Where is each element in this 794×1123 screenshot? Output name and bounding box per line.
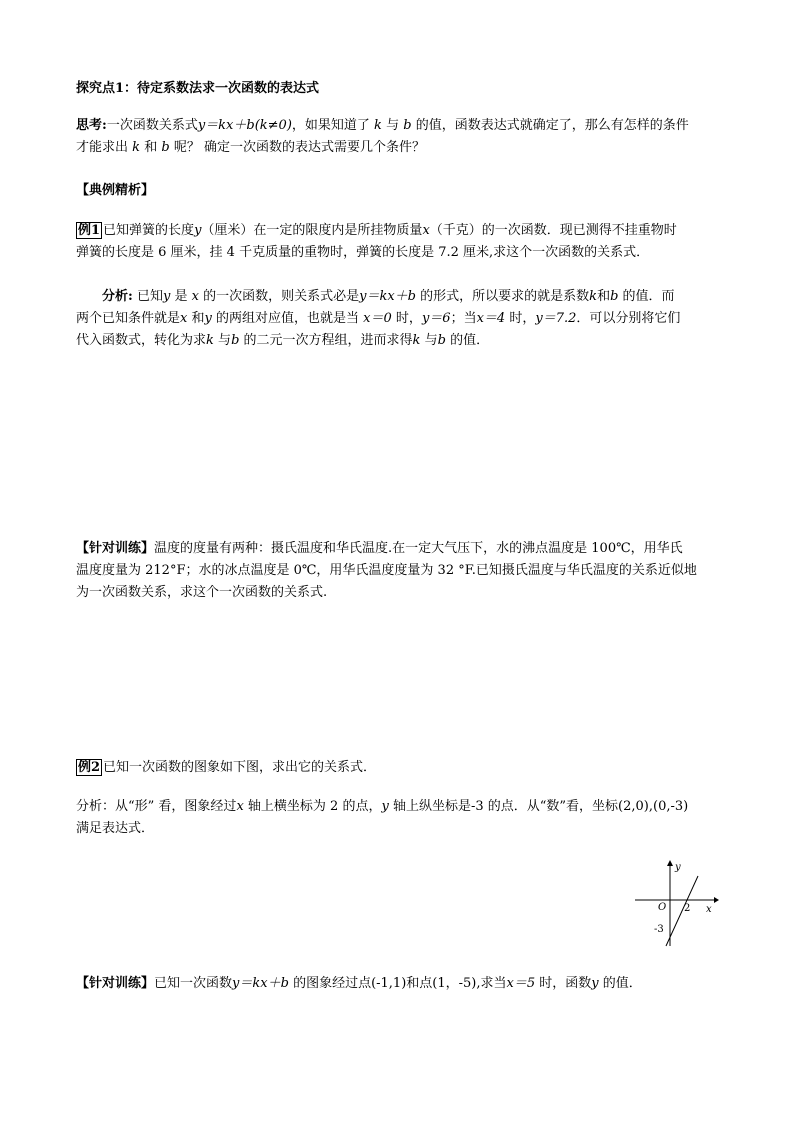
origin-label: O xyxy=(658,902,667,913)
var-x: x xyxy=(191,289,199,304)
analysis-label: 分析: xyxy=(102,289,133,304)
text: 的图象经过点(-1,1)和点(1，-5),求当 xyxy=(293,976,507,991)
text: ；当 xyxy=(450,311,477,326)
formula: y＝kx＋b(k≠0) xyxy=(197,118,292,133)
x-tick-label: 2 xyxy=(684,903,691,914)
var-k: k xyxy=(412,333,421,348)
text: 的值，函数表达式就确定了，那么有怎样的条件 xyxy=(415,118,689,133)
text: 时， xyxy=(509,311,536,326)
var-k: k xyxy=(374,118,382,133)
example2-tag: 例2 xyxy=(78,760,101,775)
text: 轴上纵坐标是-3 的点．从“数”看，坐标(2,0),(0,-3) xyxy=(392,799,689,814)
var-b: b xyxy=(403,118,412,133)
text: 时， xyxy=(395,311,422,326)
text: 和 xyxy=(191,311,205,326)
y-tick-label: -3 xyxy=(654,924,664,935)
value-y6: y＝6 xyxy=(421,311,451,326)
text: 时，函数 xyxy=(539,976,592,991)
value-x0: x＝0 xyxy=(363,311,392,326)
text: 的二元一次方程组，进而求得 xyxy=(243,333,413,348)
example2-analysis xyxy=(76,796,726,840)
text: 为一次函数关系，求这个一次函数的关系式. xyxy=(76,585,328,600)
training1 xyxy=(76,538,726,604)
think-paragraph xyxy=(76,115,726,159)
y-axis-label: y xyxy=(675,862,681,873)
text: 代入函数式，转化为求 xyxy=(76,333,207,348)
text: 温度度量为 212°F；水的冰点温度是 0℃，用华氏温度度量为 32 °F.已知摄氏温度与华氏温度的关系近似地 xyxy=(76,563,697,578)
var-b: b xyxy=(437,333,446,348)
training2 xyxy=(76,973,726,995)
text: ，如果知道了 xyxy=(291,118,370,133)
example-header: 【典例精析】 xyxy=(76,183,155,198)
section-title: 探究点1：待定系数法求一次函数的表达式 xyxy=(76,81,320,96)
text: 轴上横坐标为 2 的点， xyxy=(247,799,382,814)
text: 弹簧的长度是 6 厘米，挂 4 千克质量的重物时，弹簧的长度是 7.2 厘米,求这个一次函数的关系式． xyxy=(76,245,650,260)
value-x5: x＝5 xyxy=(506,976,536,991)
think-label: 思考: xyxy=(76,118,107,133)
text: 一次函数关系式 xyxy=(106,118,198,133)
example2-problem xyxy=(76,757,726,779)
text: 的两组对应值，也就是当 xyxy=(216,311,360,326)
text: 的值． xyxy=(602,976,642,991)
text: 的形式，所以要求的就是系数 xyxy=(420,289,590,304)
text: （千克）的一次函数．现已测得不挂重物时 xyxy=(429,223,677,238)
text: 和 xyxy=(597,289,611,304)
text: 是 xyxy=(174,289,188,304)
example1-analysis xyxy=(76,286,726,352)
function-graph xyxy=(630,858,720,948)
text: 分析：从“形” 看，图象经过 xyxy=(76,799,237,814)
text: 和 xyxy=(144,140,158,155)
var-x: x xyxy=(236,799,244,814)
text: 已知弹簧的长度 xyxy=(103,223,195,238)
text: （厘米）在一定的限度内是所挂物质量 xyxy=(201,223,423,238)
text: 已知一次函数 xyxy=(154,976,233,991)
var-y: y xyxy=(381,799,389,814)
formula: y＝kx＋b xyxy=(359,289,417,304)
text: 才能求出 xyxy=(76,140,129,155)
text: 温度的度量有两种：摄氏温度和华氏温度.在一定大气压下，水的沸点温度是 100℃，用华氏 xyxy=(154,541,683,556)
var-k: k xyxy=(132,140,141,155)
var-b: b xyxy=(161,140,170,155)
var-x: x xyxy=(180,311,188,326)
var-y: y xyxy=(194,223,202,238)
text: 已知 xyxy=(136,289,163,304)
text: 呢？ 确定一次函数的表达式需要几个条件？ xyxy=(173,140,425,155)
var-y: y xyxy=(204,311,212,326)
value-x4: x＝4 xyxy=(476,311,506,326)
text: 与 xyxy=(424,333,438,348)
value-y72: y＝7.2 xyxy=(535,311,577,326)
text: 满足表达式． xyxy=(76,821,155,836)
x-axis-label: x xyxy=(706,904,712,915)
var-k: k xyxy=(206,333,214,348)
formula: y＝kx＋b xyxy=(232,976,289,991)
x-axis-arrow xyxy=(714,897,719,903)
text: 的值．而 xyxy=(622,289,675,304)
example1-tag: 例1 xyxy=(78,223,101,238)
var-k: k xyxy=(589,289,598,304)
var-b: b xyxy=(610,289,619,304)
training-label: 【针对训练】 xyxy=(76,976,155,991)
text: ．可以分别将它们 xyxy=(576,311,681,326)
var-x: x xyxy=(422,223,430,238)
training-label: 【针对训练】 xyxy=(76,541,155,556)
text: 与 xyxy=(218,333,232,348)
text: 的一次函数，则关系式必是 xyxy=(203,289,360,304)
text: 与 xyxy=(386,118,400,133)
var-y: y xyxy=(162,289,171,304)
function-line xyxy=(666,876,698,946)
example1-problem xyxy=(76,220,726,264)
y-axis-arrow xyxy=(667,860,673,866)
var-b: b xyxy=(231,333,240,348)
var-y: y xyxy=(591,976,599,991)
text: 两个已知条件就是 xyxy=(76,311,181,326)
text: 已知一次函数的图象如下图，求出它的关系式． xyxy=(103,760,377,775)
text: 的值． xyxy=(450,333,490,348)
